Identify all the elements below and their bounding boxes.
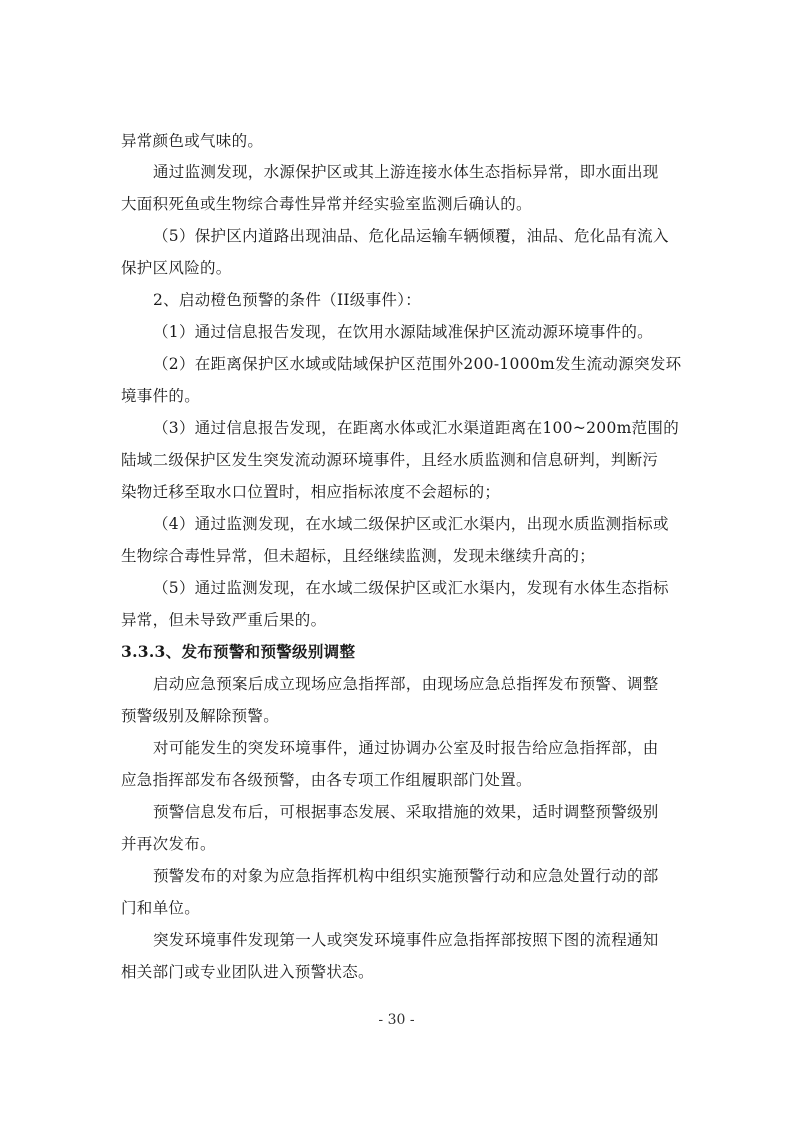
paragraph-line: 生物综合毒性异常，但未超标，且经继续监测，发现未继续升高的；: [121, 547, 596, 565]
paragraph-line: 境事件的。: [121, 387, 201, 405]
paragraph-line: 启动应急预案后成立现场应急指挥部，由现场应急总指挥发布预警、调整: [153, 675, 659, 693]
paragraph-line: 预警信息发布后，可根据事态发展、采取措施的效果，适时调整预警级别: [153, 803, 659, 821]
page-number: - 30 -: [378, 1012, 415, 1028]
paragraph-line: 并再次发布。: [121, 835, 216, 853]
paragraph-line: 门和单位。: [121, 899, 201, 917]
paragraph-line: 预警发布的对象为应急指挥机构中组织实施预警行动和应急处置行动的部: [153, 867, 659, 885]
paragraph-line: 陆域二级保护区发生突发流动源环境事件，且经水质监测和信息研判，判断污: [121, 451, 659, 469]
paragraph-line: 染物迁移至取水口位置时，相应指标浓度不会超标的；: [121, 483, 501, 501]
paragraph-line: 异常颜色或气味的。: [121, 132, 264, 150]
paragraph-line: （1）通过信息报告发现，在饮用水源陆域准保护区流动源环境事件的。: [153, 323, 653, 341]
paragraph-line: 对可能发生的突发环境事件，通过协调办公室及时报告给应急指挥部，由: [153, 739, 659, 757]
paragraph-line: 应急指挥部发布各级预警，由各专项工作组履职部门处置。: [121, 771, 532, 789]
paragraph-line: 突发环境事件发现第一人或突发环境事件应急指挥部按照下图的流程通知: [153, 931, 659, 949]
section-item: 2、启动橙色预警的条件（II级事件）：: [153, 291, 422, 309]
paragraph-line: （5）通过监测发现，在水域二级保护区或汇水渠内，发现有水体生态指标: [153, 579, 669, 597]
paragraph-line: 异常，但未导致严重后果的。: [121, 611, 327, 629]
paragraph-line: 大面积死鱼或生物综合毒性异常并经实验室监测后确认的。: [121, 195, 532, 213]
paragraph-line: （4）通过监测发现，在水域二级保护区或汇水渠内，出现水质监测指标或: [153, 515, 669, 533]
paragraph-line: （5）保护区内道路出现油品、危化品运输车辆倾覆，油品、危化品有流入: [153, 227, 669, 245]
paragraph-line: 保护区风险的。: [121, 259, 232, 277]
paragraph-line: （2）在距离保护区水域或陆域保护区范围外200-1000m发生流动源突发环: [153, 355, 682, 373]
paragraph-line: 预警级别及解除预警。: [121, 707, 280, 725]
paragraph-line: 相关部门或专业团队进入预警状态。: [121, 963, 374, 981]
section-heading: 3.3.3、发布预警和预警级别调整: [121, 642, 356, 661]
paragraph-line: （3）通过信息报告发现，在距离水体或汇水渠道距离在100~200m范围的: [153, 419, 680, 437]
paragraph-line: 通过监测发现，水源保护区或其上游连接水体生态指标异常，即水面出现: [153, 163, 659, 181]
